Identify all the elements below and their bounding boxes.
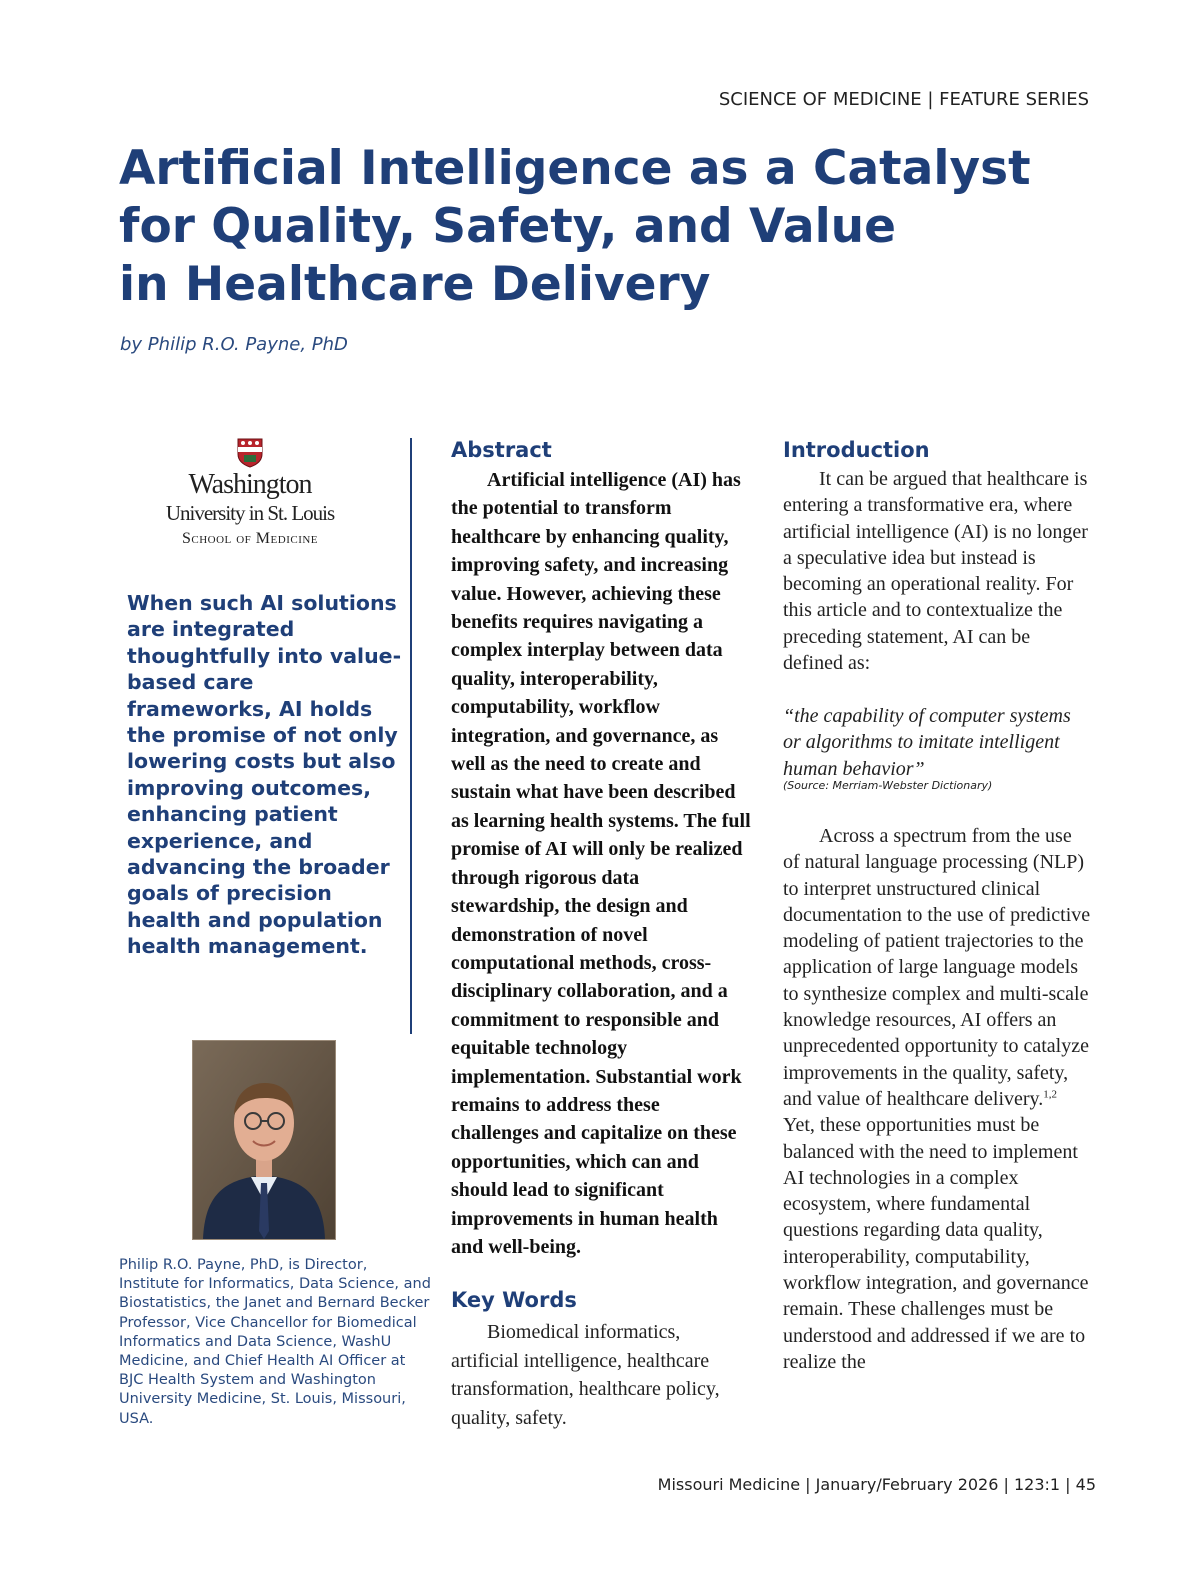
paragraph-text: Yet, these opportunities must be balanced with the need to implement AI technologies in a complex ecosystem, where fundamental questions regarding data quality, interoperability, computability, workflow integration, and governance remain. These challenges must be understood and addressed if we are to realize the: [783, 1114, 1089, 1373]
logo-school: School of Medicine: [181, 530, 319, 547]
abstract-body: Artificial intelligence (AI) has the potential to transform healthcare by enhancing quality, improving safety, and increasing value. However, achieving these benefits requires navigating a complex interplay between data quality, interoperability, computability, workflow integration, and governance, as well as the need to create and sustain what have been described as learning health systems. The full promise of AI will only be realized through rigorous data stewardship, the design and demonstration of novel computational methods, cross-disciplinary collaboration, and a commitment to responsible and equitable technology implementation. Substantial work remains to address these challenges and capitalize on these opportunities, which can and should lead to significant improvements in human health and well-being.: [451, 469, 751, 1258]
university-logo: [160, 438, 340, 550]
reference-superscript: 1,2: [1043, 1088, 1057, 1101]
column-divider: [410, 438, 412, 1034]
section-label: SCIENCE OF MEDICINE | FEATURE SERIES: [718, 89, 1089, 110]
paragraph-text: Across a spectrum from the use of natural language processing (NLP) to interpret unstructured clinical documentation to the use of predictive modeling of patient trajectories to the application of large language models to synthesize complex and multi-scale knowledge resources, AI offers an unprecedented opportunity to catalyze improvements in the quality, safety, and value of healthcare delivery.: [783, 825, 1091, 1110]
introduction-paragraph: [783, 823, 1093, 1375]
logo-wordmark: Washington: [188, 469, 312, 500]
portrait-image: [193, 1041, 335, 1239]
abstract-heading: Abstract: [451, 438, 552, 462]
keywords-heading: Key Words: [451, 1288, 577, 1312]
title-line: for Quality, Safety, and Value: [119, 199, 897, 254]
introduction-paragraph: It can be argued that healthcare is entering a transformative era, where artificial intelligence (AI) is no longer a speculative idea but instead is becoming an operational reality. For this article and to contextualize the preceding statement, AI can be defined as:: [783, 468, 1088, 675]
pull-quote: When such AI solutions are integrated thoughtfully into value-based care frameworks, AI holds the promise of not only lowering costs but also improving outcomes, enhancing patient experience, and advancing the broader goals of precision health and population health management.: [127, 591, 402, 959]
author-photo: [192, 1040, 336, 1240]
introduction-heading: Introduction: [783, 438, 930, 462]
definition-source: (Source: Merriam-Webster Dictionary): [783, 779, 993, 792]
page-footer: Missouri Medicine | January/February 2026 | 123:1 | 45: [657, 1475, 1096, 1494]
title-line: in Healthcare Delivery: [119, 257, 711, 312]
article-title: [119, 140, 1031, 314]
title-line: Artificial Intelligence as a Catalyst: [119, 141, 1031, 196]
shield-icon: [237, 438, 263, 468]
ai-definition-quote: “the capability of computer systems or algorithms to imitate intelligent human behavior”: [783, 705, 1071, 780]
logo-subtitle: University in St. Louis: [165, 501, 335, 525]
author-caption: Philip R.O. Payne, PhD, is Director, Institute for Informatics, Data Science, and Biostatistics, the Janet and Bernard Becker Professor, Vice Chancellor for Biomedical Informatics and Data Science, WashU Medicine, and Chief Health AI Officer at BJC Health System and Washington University Medicine, St. Louis, Missouri, USA.: [119, 1257, 431, 1427]
keywords-body: Biomedical informatics, artificial intelligence, healthcare transformation, healthcare policy, quality, safety.: [451, 1321, 720, 1429]
author-byline: by Philip R.O. Payne, PhD: [120, 334, 348, 355]
